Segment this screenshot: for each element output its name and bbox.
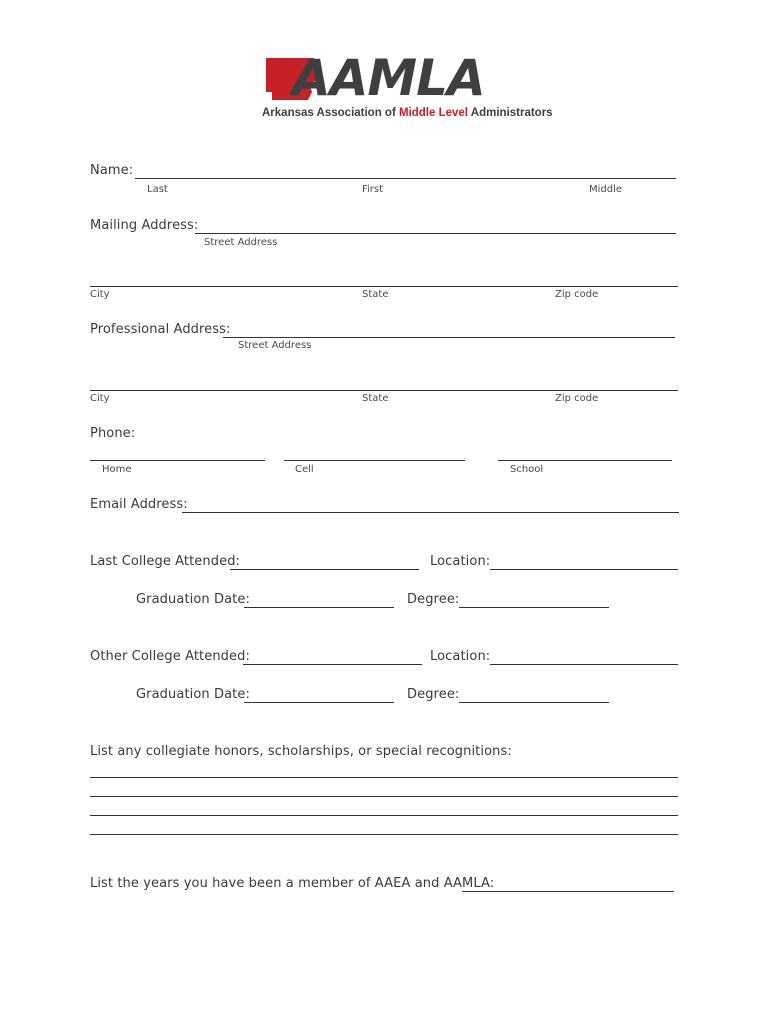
- other-college-location-field[interactable]: [490, 664, 678, 665]
- email-address-label: Email Address:: [90, 497, 188, 512]
- phone-cell-field[interactable]: [284, 460, 465, 461]
- logo-tagline: [262, 107, 553, 119]
- phone-school-field[interactable]: [498, 460, 672, 461]
- mailing-city-state-zip-field[interactable]: [90, 286, 678, 287]
- phone-sub-school: School: [510, 464, 544, 475]
- membership-years-field[interactable]: [462, 891, 674, 892]
- mailing-sub-zip: Zip code: [555, 289, 599, 300]
- mailing-sub-street: Street Address: [204, 237, 278, 248]
- professional-city-state-zip-field[interactable]: [90, 390, 678, 391]
- name-sub-first: First: [362, 184, 384, 195]
- name-sub-last: Last: [147, 184, 168, 195]
- last-college-field[interactable]: [230, 569, 419, 570]
- professional-sub-zip: Zip code: [555, 393, 599, 404]
- membership-label: List the years you have been a member of AAEA and AAMLA:: [90, 876, 495, 891]
- name-label: Name:: [90, 163, 134, 178]
- professional-sub-state: State: [362, 393, 389, 404]
- other-college-degree-field[interactable]: [459, 702, 609, 703]
- other-college-label: Other College Attended:: [90, 649, 250, 664]
- professional-sub-city: City: [90, 393, 110, 404]
- last-college-label: Last College Attended:: [90, 554, 241, 569]
- honors-line-3[interactable]: [90, 815, 678, 816]
- other-college-grad-label: Graduation Date:: [136, 687, 250, 702]
- logo-tagline-highlight: Middle Level: [398, 107, 469, 119]
- last-college-location-label: Location:: [430, 554, 491, 569]
- mailing-street-field[interactable]: [195, 233, 676, 234]
- last-college-location-field[interactable]: [490, 569, 678, 570]
- phone-sub-cell: Cell: [295, 464, 314, 475]
- phone-home-field[interactable]: [90, 460, 265, 461]
- other-college-location-label: Location:: [430, 649, 491, 664]
- last-college-grad-label: Graduation Date:: [136, 592, 250, 607]
- professional-street-field[interactable]: [223, 337, 675, 338]
- mailing-sub-city: City: [90, 289, 110, 300]
- honors-label: List any collegiate honors, scholarships, or special recognitions:: [90, 744, 512, 759]
- name-field[interactable]: [135, 178, 676, 179]
- mailing-sub-state: State: [362, 289, 389, 300]
- honors-line-4[interactable]: [90, 834, 678, 835]
- professional-sub-street: Street Address: [238, 340, 312, 351]
- last-college-degree-label: Degree:: [407, 592, 460, 607]
- honors-line-1[interactable]: [90, 777, 678, 778]
- other-college-field[interactable]: [243, 664, 422, 665]
- aamla-logo: [262, 49, 553, 124]
- professional-address-label: Professional Address:: [90, 322, 231, 337]
- last-college-degree-field[interactable]: [459, 607, 609, 608]
- name-sub-middle: Middle: [589, 184, 623, 195]
- logo-tagline-prefix: Arkansas Association of: [262, 107, 399, 119]
- last-college-grad-field[interactable]: [244, 607, 394, 608]
- other-college-degree-label: Degree:: [407, 687, 460, 702]
- phone-sub-home: Home: [102, 464, 132, 475]
- email-address-field[interactable]: [182, 512, 679, 513]
- mailing-address-label: Mailing Address:: [90, 218, 199, 233]
- other-college-grad-field[interactable]: [244, 702, 394, 703]
- logo-wordmark: AAMLA: [292, 49, 485, 107]
- honors-line-2[interactable]: [90, 796, 678, 797]
- phone-label: Phone:: [90, 426, 136, 441]
- logo-tagline-suffix: Administrators: [468, 107, 553, 119]
